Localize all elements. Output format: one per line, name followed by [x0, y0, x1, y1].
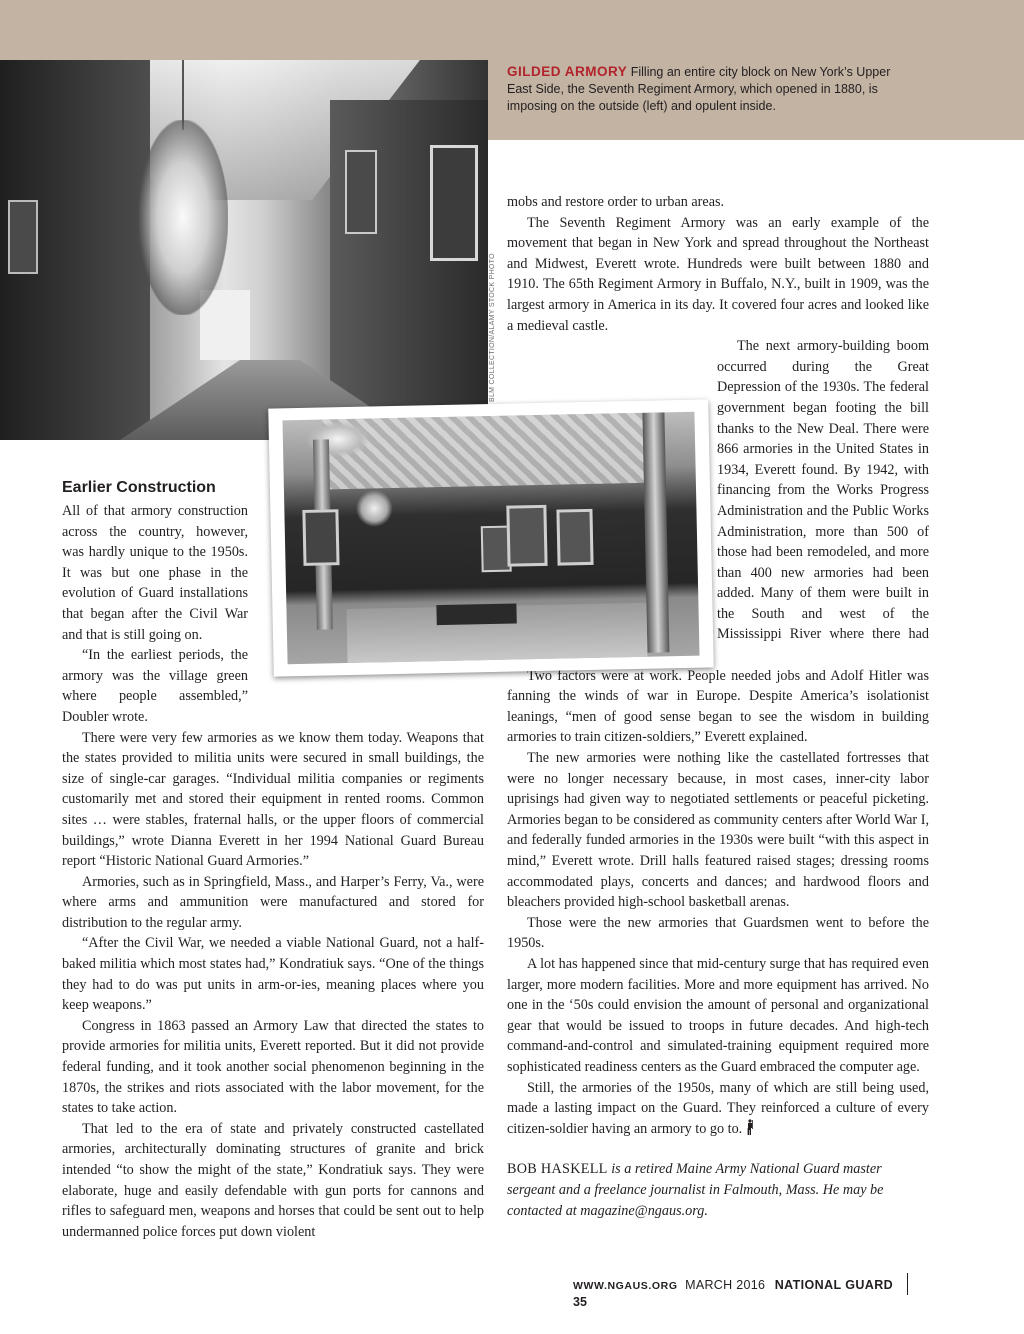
portrait-frame: [506, 505, 547, 567]
paragraph: A lot has happened since that mid-century surge that has required even larger, more modern facilities. More and more equipment has arrived. No one in the ‘50s could envision the amount of personal and organizational gear that would be issued to troops in future decades. And high-tech command-and-control and simulated-training equipment required more sophisticated readiness centers as the Guard embraced the computer age.: [507, 955, 929, 1075]
chandelier: [138, 120, 228, 315]
paragraph: Armories, such as in Springfield, Mass., and Harper’s Ferry, Va., were where arms and ammunition were manufactured and stored for distribution to the regular army.: [62, 873, 484, 931]
footer-date: MARCH 2016: [685, 1278, 766, 1292]
paragraph: All of that armory construction across the country, however, was hardly unique to the 1950s. It was but one phase in the evolution of Guard installations that began after the Civil War and that is still going on.: [62, 503, 248, 643]
caption-text: Filling an entire city block on New York’s Upper East Side, the Seventh Regiment Armory, which opened in 1880, is imposing on the outside (left) and opulent inside.: [507, 65, 891, 113]
soldier-end-mark-icon: [746, 1119, 754, 1135]
author-name: BOB HASKELL: [507, 1161, 608, 1178]
page-footer: [573, 1273, 933, 1309]
paragraph: “After the Civil War, we needed a viable National Guard, not a half-baked militia which most states had,” Kondratiuk says. “One of the things they had to do was put units in arm-or-ies, meaning places where you keep weapons.”: [62, 935, 484, 1014]
footer-url: WWW.NGAUS.ORG: [573, 1280, 678, 1292]
closing-paragraph: Still, the armories of the 1950s, many of which are still being used, made a lasting impact on the Guard. They reinforced a culture of every citizen-soldier having an armory to go to.: [507, 1079, 929, 1137]
paragraph: mobs and restore order to urban areas.: [507, 194, 725, 210]
author-bio: [507, 1159, 929, 1221]
photo-caption: [507, 63, 907, 115]
right-column: [507, 192, 929, 1221]
portrait-frame: [556, 509, 593, 566]
portrait-frame: [302, 509, 339, 566]
paragraph: There were very few armories as we know them today. Weapons that the states provided to militia units were secured in small buildings, the size of single-car garages. “Individual militia companies or regiments customarily met and stored their equipment in rented rooms. Common sites … were stables, fraternal halls, or the upper floors of commercial buildings,” wrote Dianna Everett in her 1994 National Guard Bureau report “Historic National Guard Armories.”: [62, 729, 484, 870]
paragraph: The next armory-building boom occurred during the Great Depression of the 1930s. The federal government began footing the bill thanks to the New Deal. There were 866 armories in the United States in 1934, Everett found. By 1942, with financing from the Works Progress Administration and the Public Works Administration, more than 500 of those had been remodeled, and more than 400 new armories had been added. Many of them were built in the South and west of the Mississippi River where there had: [717, 338, 929, 643]
paragraph: The Seventh Regiment Armory was an early example of the movement that began in New York and spread throughout the Northeast and Midwest, Everett wrote. Hundreds were built between 1880 and 1910. The 65th Regiment Armory in Buffalo, N.Y., built in 1909, was the largest armory in America in its day. It covered four acres and looked like a medieval castle.: [507, 214, 929, 334]
armory-interior-photo: [268, 399, 714, 676]
paragraph: That led to the era of state and privately constructed castellated armories, architecturally dominating structures of granite and brick intended “to show the might of the state,” Kondratiuk says. They were elaborate, huge and easily defendable with gun ports for cannons and rifles to safeguard men, weapons and horses that could be sent out to help undermanned police forces put down violent: [62, 1120, 484, 1240]
paragraph: Those were the new armories that Guardsmen went to before the 1950s.: [507, 914, 929, 952]
armory-corridor-photo: [0, 60, 488, 440]
paragraph: Two factors were at work. People needed jobs and Adolf Hitler was fanning the winds of war in Europe. Despite America’s isolationist leanings, “men of good sense began to see the wisdom in building armories to train citizen-soldiers,” Everett explained.: [507, 667, 929, 746]
photo-credit: BLM COLLECTION/ALAMY STOCK PHOTO: [489, 253, 496, 402]
footer-divider: [907, 1273, 909, 1295]
paragraph: The new armories were nothing like the castellated fortresses that were no longer necessary because, in most cases, inner-city labor uprisings had given way to negotiated settlements or peaceful picketing. Armories began to be considered as community centers after World War I, and federally funded armories in the 1930s were built “with this aspect in mind,” Everett wrote. Drill halls featured raised stages; dressing rooms accommodated plays, concerts and dances; and hardwood floors and bleachers provided high-school basketball arenas.: [507, 750, 929, 911]
paragraph: Congress in 1863 passed an Armory Law that directed the states to provide armories for militia units, Everett reported. But it did not provide federal funding, and it took another social phenomenon beginning in the 1870s, the strikes and riots associated with the labor movement, for the states to take action.: [62, 1017, 484, 1117]
page-number: 35: [573, 1295, 587, 1309]
section-subhead: Earlier Construction: [62, 479, 216, 496]
caption-heading: GILDED ARMORY: [507, 64, 628, 79]
table: [436, 603, 516, 625]
portrait-frame: [430, 145, 478, 261]
footer-magazine: NATIONAL GUARD: [774, 1278, 894, 1292]
portrait-frame: [345, 150, 377, 234]
portrait-frame: [8, 200, 38, 274]
paragraph: “In the earliest periods, the armory was the village green where people assembled,” Doubler wrote.: [62, 647, 248, 725]
chandelier: [354, 488, 395, 529]
author-bio-text: is a retired Maine Army National Guard master sergeant and a freelance journalist in Falmouth, Mass. He may be contacted at magazine@ngaus.org.: [507, 1161, 884, 1219]
